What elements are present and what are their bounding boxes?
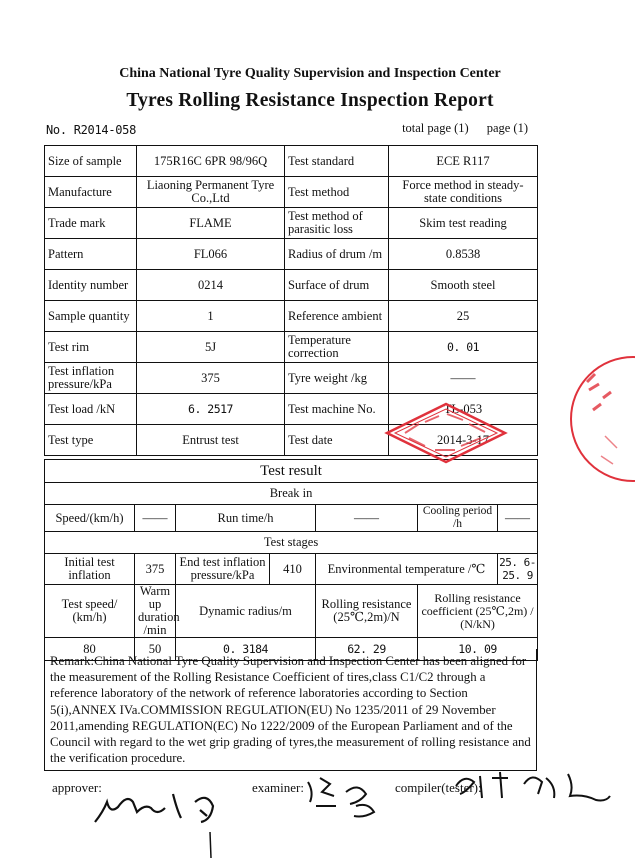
cell-label: Test method	[285, 177, 389, 208]
cell-label: Tyre weight /kg	[285, 363, 389, 394]
cell-label: Environmental temperature /℃	[316, 554, 498, 585]
cell-label: Test date	[285, 425, 389, 456]
cell-value: 1	[137, 301, 285, 332]
cell-label: Trade mark	[45, 208, 137, 239]
cell-value: 375	[135, 554, 176, 585]
report-number: No. R2014-058	[46, 123, 137, 137]
cell-label: Test type	[45, 425, 137, 456]
cell-label: Test standard	[285, 146, 389, 177]
cell-label: End test inflation pressure/kPa	[176, 554, 270, 585]
table-row	[45, 505, 538, 532]
table-row	[45, 146, 538, 177]
red-circle-stamp	[565, 352, 635, 487]
column-header: Rolling resistance coefficient (25℃,2m) / (N/kN)	[418, 585, 538, 638]
cell-value: ——	[316, 505, 418, 532]
cell-value: 0. 01	[389, 332, 538, 363]
cell-value: ——	[498, 505, 538, 532]
cell-label: Surface of drum	[285, 270, 389, 301]
cell-label: Initial test inflation	[45, 554, 135, 585]
report-title: Tyres Rolling Resistance Inspection Report	[126, 90, 494, 111]
cell-value: 62. 29	[316, 638, 418, 661]
cell-label: Pattern	[45, 239, 137, 270]
cell-label: Manufacture	[45, 177, 137, 208]
examiner-label: examiner:	[252, 780, 304, 795]
table-row	[45, 483, 538, 505]
cell-label: Cooling period /h	[418, 505, 498, 532]
remark-text: Remark:China National Tyre Quality Supervision and Inspection Center has been aligned for the measurement of the Rolling Resistance Coefficient of tires,class C1/C2 through a reference laboratory of the network of reference laboratories according to Section 5(i),ANNEX IVa.COMMISSION REGULATION(EU) No 1235/2011 of 29 November 2011,amending REGULATION(EC) No 1222/2009 of the European Parliament and of the Council with regard to the wet grip grading of tyres,the measurement of rolling resistance and the verification procedure.	[44, 649, 537, 771]
test-stages-heading: Test stages	[45, 532, 538, 554]
cell-label: Temperature correction	[285, 332, 389, 363]
table-row	[45, 208, 538, 239]
cell-value: 375	[137, 363, 285, 394]
cell-value: 25. 6-25. 9	[498, 554, 538, 585]
cell-value: Skim test reading	[389, 208, 538, 239]
approver-signature	[85, 772, 220, 860]
compiler-signature	[450, 764, 615, 812]
cell-value: 6. 2517	[137, 394, 285, 425]
table-row	[45, 363, 538, 394]
table-row	[45, 554, 538, 585]
column-header: Rolling resistance (25℃,2m)/N	[316, 585, 418, 638]
total-page: total page (1)	[402, 121, 469, 135]
cell-value: 25	[389, 301, 538, 332]
cell-label: Speed/(km/h)	[45, 505, 135, 532]
compiler-label: compiler(tester):	[395, 780, 482, 795]
cell-value: 0.8538	[389, 239, 538, 270]
column-header: Warm up duration /min	[135, 585, 176, 638]
cell-value: Smooth steel	[389, 270, 538, 301]
cell-label: Reference ambient	[285, 301, 389, 332]
cell-value: 50	[135, 638, 176, 661]
table-row	[45, 270, 538, 301]
cell-value: 10. 09	[418, 638, 538, 661]
cell-label: Size of sample	[45, 146, 137, 177]
table-row	[45, 301, 538, 332]
cell-label: Radius of drum /m	[285, 239, 389, 270]
cell-label: Sample quantity	[45, 301, 137, 332]
table-row	[45, 239, 538, 270]
cell-value: Force method in steady-state conditions	[389, 177, 538, 208]
table-row	[45, 532, 538, 554]
page-number: page (1)	[486, 121, 528, 135]
cell-value: 80	[45, 638, 135, 661]
cell-value: FL066	[137, 239, 285, 270]
cell-value: 0. 3184	[176, 638, 316, 661]
cell-value: 2014-3-17	[389, 425, 538, 456]
approver-label: approver:	[52, 780, 102, 795]
cell-value: 0214	[137, 270, 285, 301]
cell-label: Identity number	[45, 270, 137, 301]
page-info	[402, 121, 528, 136]
cell-value: ——	[389, 363, 538, 394]
cell-label: Test method of parasitic loss	[285, 208, 389, 239]
cell-value: FLAME	[137, 208, 285, 239]
test-result-table	[44, 459, 538, 661]
cell-value: Liaoning Permanent Tyre Co.,Ltd	[137, 177, 285, 208]
official-seal-stamp	[385, 402, 507, 464]
examiner-signature	[300, 772, 390, 822]
cell-label: Test rim	[45, 332, 137, 363]
table-row	[45, 332, 538, 363]
table-row	[45, 585, 538, 638]
cell-label: Test inflation pressure/kPa	[45, 363, 137, 394]
test-result-title: Test result	[45, 460, 538, 483]
cell-label: Test load /kN	[45, 394, 137, 425]
cell-value: 5J	[137, 332, 285, 363]
break-in-heading: Break in	[45, 483, 538, 505]
cell-value: TL-053	[389, 394, 538, 425]
column-header: Test speed/ (km/h)	[45, 585, 135, 638]
cell-value: ECE R117	[389, 146, 538, 177]
column-header: Dynamic radius/m	[176, 585, 316, 638]
cell-label: Test machine No.	[285, 394, 389, 425]
org-name: China National Tyre Quality Supervision and Inspection Center	[119, 66, 501, 81]
table-row	[45, 177, 538, 208]
cell-value: 410	[270, 554, 316, 585]
cell-label: Run time/h	[176, 505, 316, 532]
cell-value: Entrust test	[137, 425, 285, 456]
cell-value: ——	[135, 505, 176, 532]
cell-value: 175R16C 6PR 98/96Q	[137, 146, 285, 177]
